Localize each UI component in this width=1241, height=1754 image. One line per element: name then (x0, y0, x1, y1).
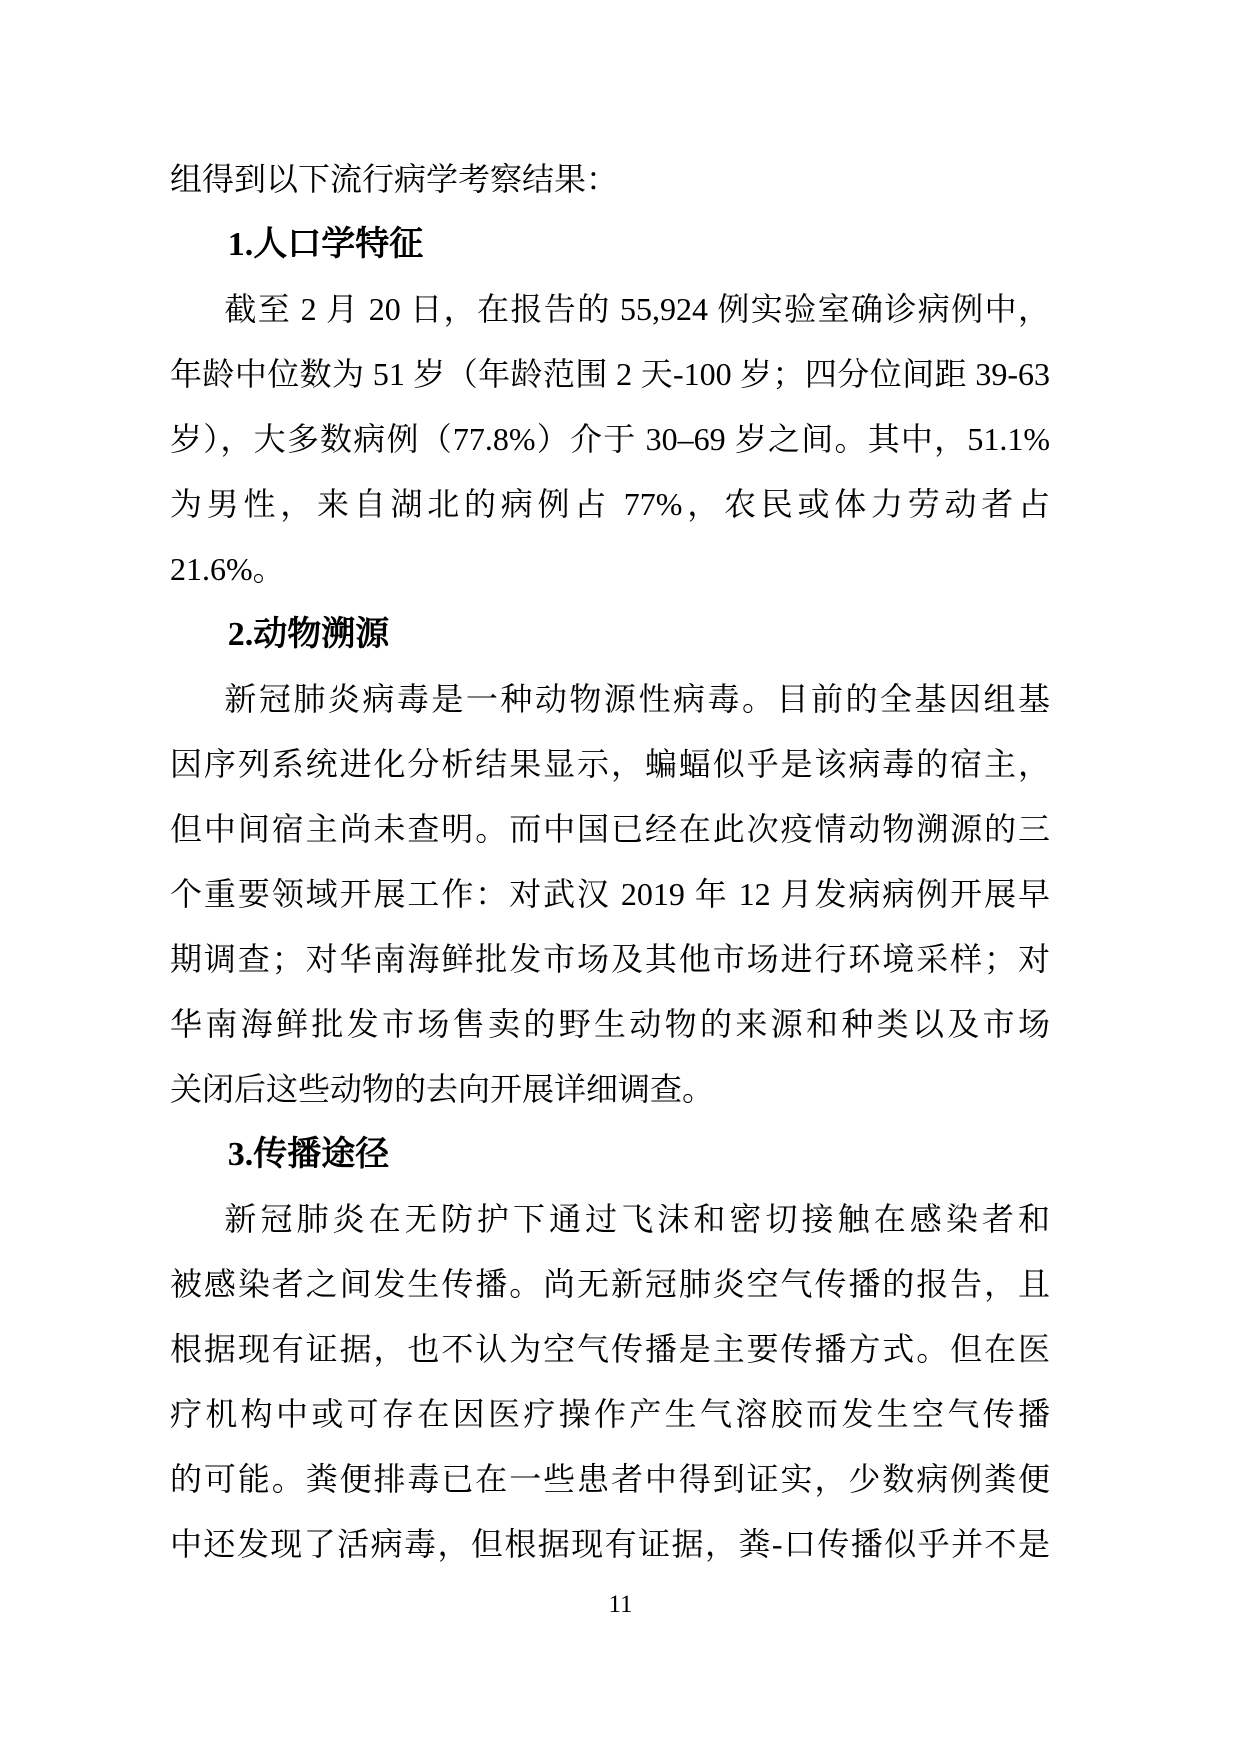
paragraph-line: 岁），大多数病例（77.8%）介于 30–69 岁之间。其中，51.1% (170, 421, 1050, 457)
section-heading-3: 3.传播途径 (227, 1136, 390, 1173)
paragraph-line: 因序列系统进化分析结果显示，蝙蝠似乎是该病毒的宿主， (170, 746, 1050, 782)
page-number: 11 (608, 1591, 633, 1618)
paragraph-line: 中还发现了活病毒，但根据现有证据，粪-口传播似乎并不是 (170, 1526, 1050, 1562)
page-body (170, 147, 1050, 1577)
section-heading-1: 1.人口学特征 (227, 226, 424, 263)
paragraph-line: 根据现有证据，也不认为空气传播是主要传播方式。但在医 (170, 1331, 1050, 1367)
paragraph-line: 新冠肺炎在无防护下通过飞沫和密切接触在感染者和 (224, 1201, 1050, 1237)
text-line: 组得到以下流行病学考察结果： (170, 161, 619, 197)
paragraph-line: 的可能。粪便排毒已在一些患者中得到证实，少数病例粪便 (170, 1461, 1050, 1497)
paragraph-line: 为男性，来自湖北的病例占 77%，农民或体力劳动者占 (170, 486, 1050, 522)
paragraph-line: 21.6%。 (170, 551, 285, 587)
paragraph-line: 新冠肺炎病毒是一种动物源性病毒。目前的全基因组基 (224, 681, 1050, 717)
paragraph-line: 截至 2 月 20 日，在报告的 55,924 例实验室确诊病例中， (224, 291, 1050, 327)
paragraph-line: 被感染者之间发生传播。尚无新冠肺炎空气传播的报告，且 (170, 1266, 1050, 1302)
paragraph-line: 期调查；对华南海鲜批发市场及其他市场进行环境采样；对 (170, 941, 1050, 977)
paragraph-line: 年龄中位数为 51 岁（年龄范围 2 天-100 岁；四分位间距 39-63 (170, 356, 1050, 392)
paragraph-line: 个重要领域开展工作：对武汉 2019 年 12 月发病病例开展早 (170, 876, 1050, 912)
paragraph-line: 但中间宿主尚未查明。而中国已经在此次疫情动物溯源的三 (170, 811, 1050, 847)
paragraph-line: 关闭后这些动物的去向开展详细调查。 (170, 1071, 715, 1107)
section-heading-2: 2.动物溯源 (227, 616, 390, 653)
paragraph-line: 华南海鲜批发市场售卖的野生动物的来源和种类以及市场 (170, 1006, 1050, 1042)
paragraph-line: 疗机构中或可存在因医疗操作产生气溶胶而发生空气传播 (170, 1396, 1050, 1432)
